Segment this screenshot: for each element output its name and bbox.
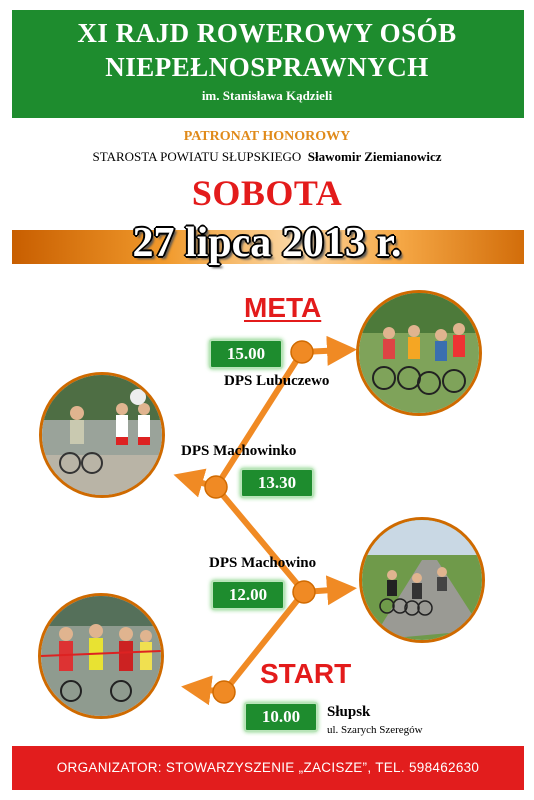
- stop-time-machowino: 12.00: [211, 580, 285, 610]
- stop-place-machowinko: DPS Machowinko: [181, 443, 297, 459]
- stop-node-machowinko: [205, 476, 227, 498]
- event-title-line1: XI RAJD ROWEROWY OSÓB: [77, 18, 457, 48]
- photo-start-group: [38, 593, 164, 719]
- start-label: START: [260, 658, 352, 689]
- photo-majorettes: [39, 372, 165, 498]
- stop-time-slupsk: 10.00: [244, 702, 318, 732]
- patronage-label: PATRONAT HONOROWY: [183, 129, 351, 144]
- stop-place-slupsk-detail: ul. Szarych Szeregów: [327, 724, 423, 736]
- event-day: SOBOTA: [191, 173, 343, 213]
- stop-place-slupsk: Słupsk: [327, 704, 371, 720]
- event-title-line2: NIEPEŁNOSPRAWNYCH: [105, 52, 429, 82]
- event-date: 27 lipca 2013 r.: [132, 220, 402, 266]
- patronage-name: Sławomir Ziemianowicz: [307, 149, 442, 164]
- event-subtitle: im. Stanisława Kądzieli: [201, 88, 333, 103]
- stop-time-machowinko: 13.30: [240, 468, 314, 498]
- stop-place-machowino: DPS Machowino: [209, 555, 317, 571]
- meta-label: META: [244, 292, 322, 323]
- stop-node-lubuczewo: [291, 341, 313, 363]
- route-segment-middle: [216, 487, 304, 592]
- organizer-footer: ORGANIZATOR: STOWARZYSZENIE „ZACISZE”, TEL. 598462630: [12, 746, 524, 790]
- patronage-role: STAROSTA POWIATU SŁUPSKIEGO: [92, 149, 302, 164]
- stop-node-start: [213, 681, 235, 703]
- photo-cyclists-finish: [356, 290, 482, 416]
- stop-node-machowino: [293, 581, 315, 603]
- stop-place-lubuczewo: DPS Lubuczewo: [224, 373, 330, 389]
- photo-cyclists-road: [359, 517, 485, 643]
- stop-time-lubuczewo: 15.00: [209, 339, 283, 369]
